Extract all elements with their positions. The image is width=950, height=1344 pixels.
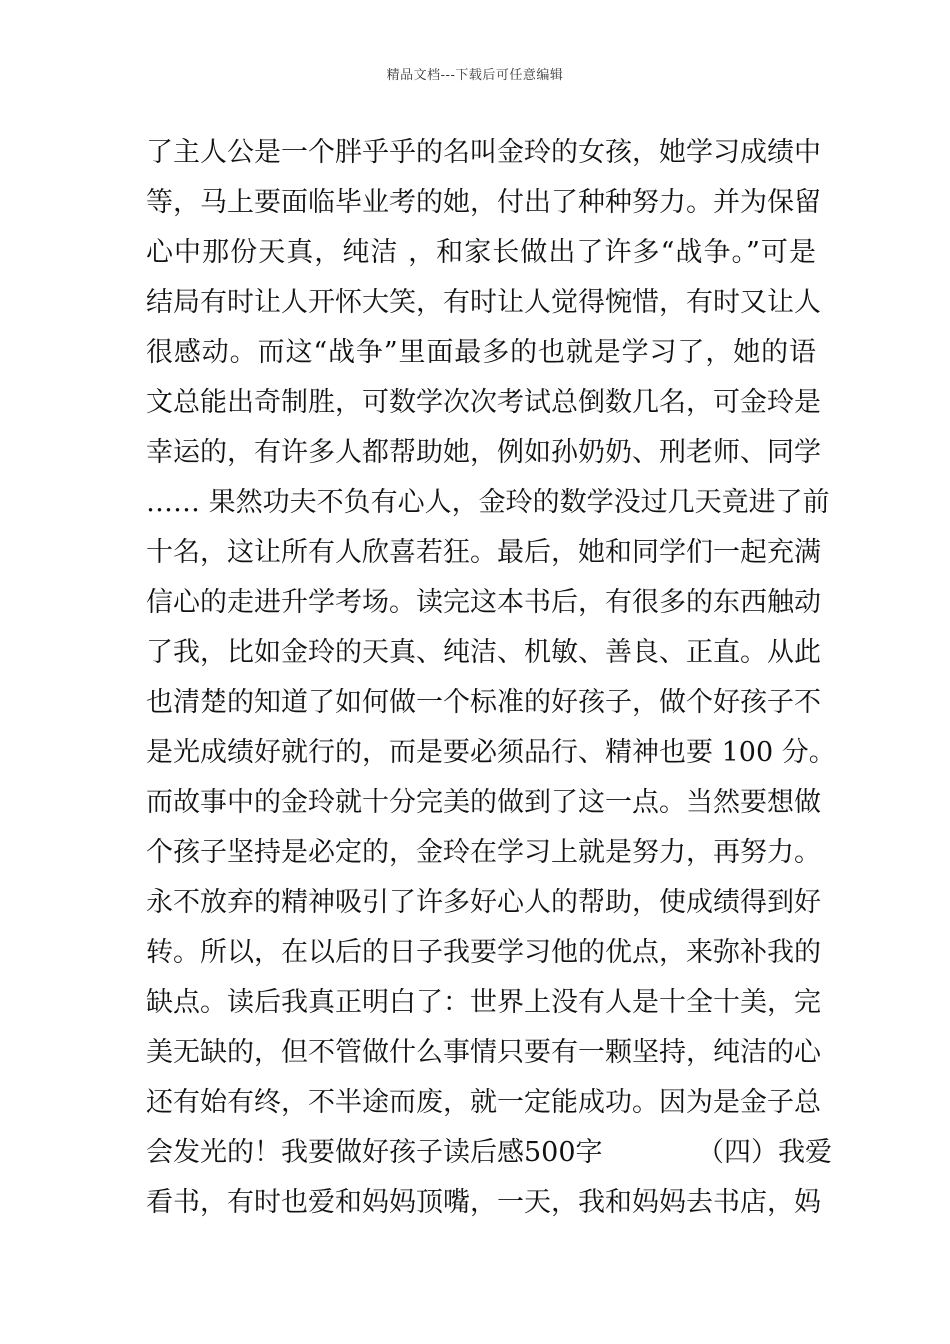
text-line: 了我，比如金玲的天真、纯洁、机敏、善良、正直。从此 — [146, 637, 821, 668]
text-line: 文总能出奇制胜，可数学次次考试总倒数几名，可金玲是 — [146, 387, 821, 418]
text-line: 幸运的，有许多人都帮助她，例如孙奶奶、刑老师、同学 — [146, 437, 821, 468]
text-line: 了主人公是一个胖乎乎的名叫金玲的女孩，她学习成绩中 — [146, 137, 821, 168]
text-line: 结局有时让人开怀大笑，有时让人觉得惋惜，有时又让人 — [146, 287, 821, 318]
text-line: 等，马上要面临毕业考的她，付出了种种努力。并为保留 — [146, 187, 821, 218]
text-line: 也清楚的知道了如何做一个标准的好孩子，做个好孩子不 — [146, 687, 821, 718]
text-line: 心中那份天真，纯洁 ，和家长做出了许多“战争。”可是 — [146, 237, 816, 268]
text-line: 是光成绩好就行的，而是要必须品行、精神也要 100 分。 — [146, 737, 836, 768]
text-line: 美无缺的，但不管做什么事情只要有一颗坚持，纯洁的心 — [146, 1037, 821, 1068]
text-line: 还有始有终，不半途而废，就一定能成功。因为是金子总 — [146, 1087, 821, 1118]
text-line: 个孩子坚持是必定的，金玲在学习上就是努力，再努力。 — [146, 837, 821, 868]
text-line: …… 果然功夫不负有心人，金玲的数学没过几天竟进了前 — [146, 487, 830, 518]
document-body — [146, 128, 836, 1228]
page-header: 精品文档---下载后可任意编辑 — [386, 68, 564, 83]
text-line: 缺点。读后我真正明白了：世界上没有人是十全十美，完 — [146, 987, 821, 1018]
text-line: 而故事中的金玲就十分完美的做到了这一点。当然要想做 — [146, 787, 821, 818]
text-line: 转。所以，在以后的日子我要学习他的优点，来弥补我的 — [146, 937, 821, 968]
text-line: 永不放弃的精神吸引了许多好心人的帮助，使成绩得到好 — [146, 887, 821, 918]
text-line: 信心的走进升学考场。读完这本书后，有很多的东西触动 — [146, 587, 821, 618]
text-line: 看书，有时也爱和妈妈顶嘴，一天，我和妈妈去书店，妈 — [146, 1187, 821, 1218]
text-line: 会发光的！我要做好孩子读后感500字 （四）我爱 — [146, 1137, 833, 1168]
text-line: 很感动。而这“战争”里面最多的也就是学习了，她的语 — [146, 337, 816, 368]
text-line: 十名，这让所有人欣喜若狂。最后，她和同学们一起充满 — [146, 537, 821, 568]
